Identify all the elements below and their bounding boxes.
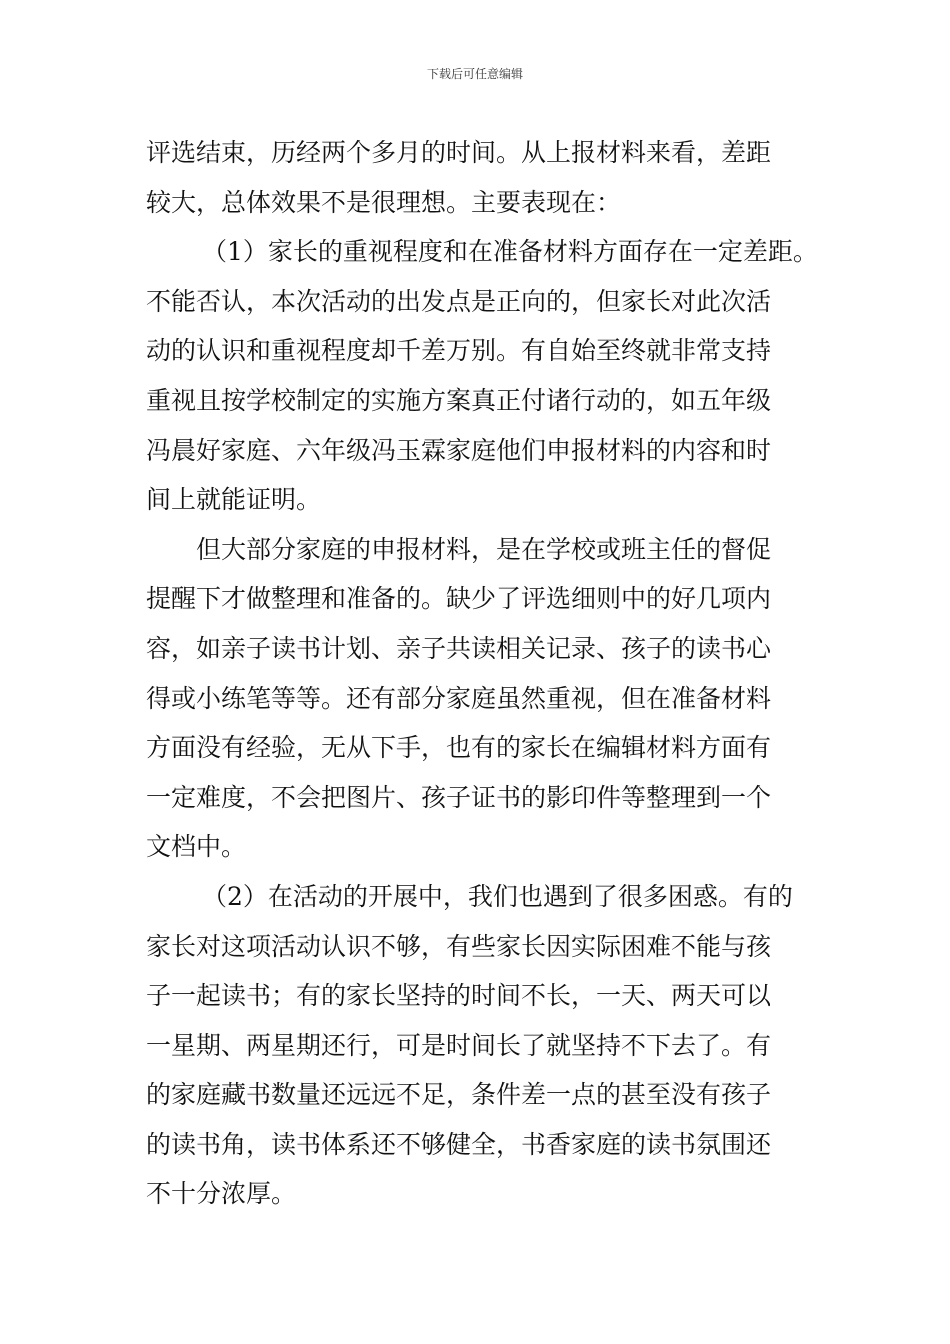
text-line: 重视且按学校制定的实施方案真正付诸行动的，如五年级: [146, 385, 772, 415]
text-line: 间上就能证明。: [146, 485, 322, 515]
text-line: 文档中。: [146, 832, 247, 862]
text-line: 不十分浓厚。: [146, 1179, 297, 1209]
text-line: 动的认识和重视程度却千差万别。有自始至终就非常支持: [146, 336, 772, 366]
text-line: 较大，总体效果不是很理想。主要表现在：: [146, 187, 622, 217]
text-line: 提醒下才做整理和准备的。缺少了评选细则中的好几项内: [146, 584, 772, 614]
text-line: 得或小练笔等等。还有部分家庭虽然重视，但在准备材料: [146, 683, 772, 713]
text-line: 家长对这项活动认识不够，有些家长因实际困难不能与孩: [146, 931, 772, 961]
text-line: 不能否认，本次活动的出发点是正向的，但家长对此次活: [146, 286, 772, 316]
document-body: [146, 128, 826, 1219]
text-line: 子一起读书；有的家长坚持的时间不长，一天、两天可以: [146, 981, 772, 1011]
text-line: 评选结束，历经两个多月的时间。从上报材料来看，差距: [146, 138, 772, 167]
text-line: 一定难度，不会把图片、孩子证书的影印件等整理到一个: [146, 782, 772, 812]
text-line: 容，如亲子读书计划、亲子共读相关记录、孩子的读书心: [146, 633, 772, 663]
text-line: 但大部分家庭的申报材料，是在学校或班主任的督促: [196, 534, 772, 564]
header-note: 下载后可任意编辑: [426, 67, 523, 81]
text-line: 的读书角，读书体系还不够健全，书香家庭的读书氛围还: [146, 1129, 772, 1159]
text-line: （2）在活动的开展中，我们也遇到了很多困惑。有的: [202, 881, 793, 911]
text-line: （1）家长的重视程度和在准备材料方面存在一定差距。: [202, 237, 818, 267]
text-line: 的家庭藏书数量还远远不足，条件差一点的甚至没有孩子: [146, 1080, 772, 1110]
text-line: 冯晨好家庭、六年级冯玉霖家庭他们申报材料的内容和时: [146, 435, 772, 465]
text-line: 一星期、两星期还行，可是时间长了就坚持不下去了。有: [146, 1030, 772, 1060]
text-line: 方面没有经验，无从下手，也有的家长在编辑材料方面有: [146, 733, 772, 763]
